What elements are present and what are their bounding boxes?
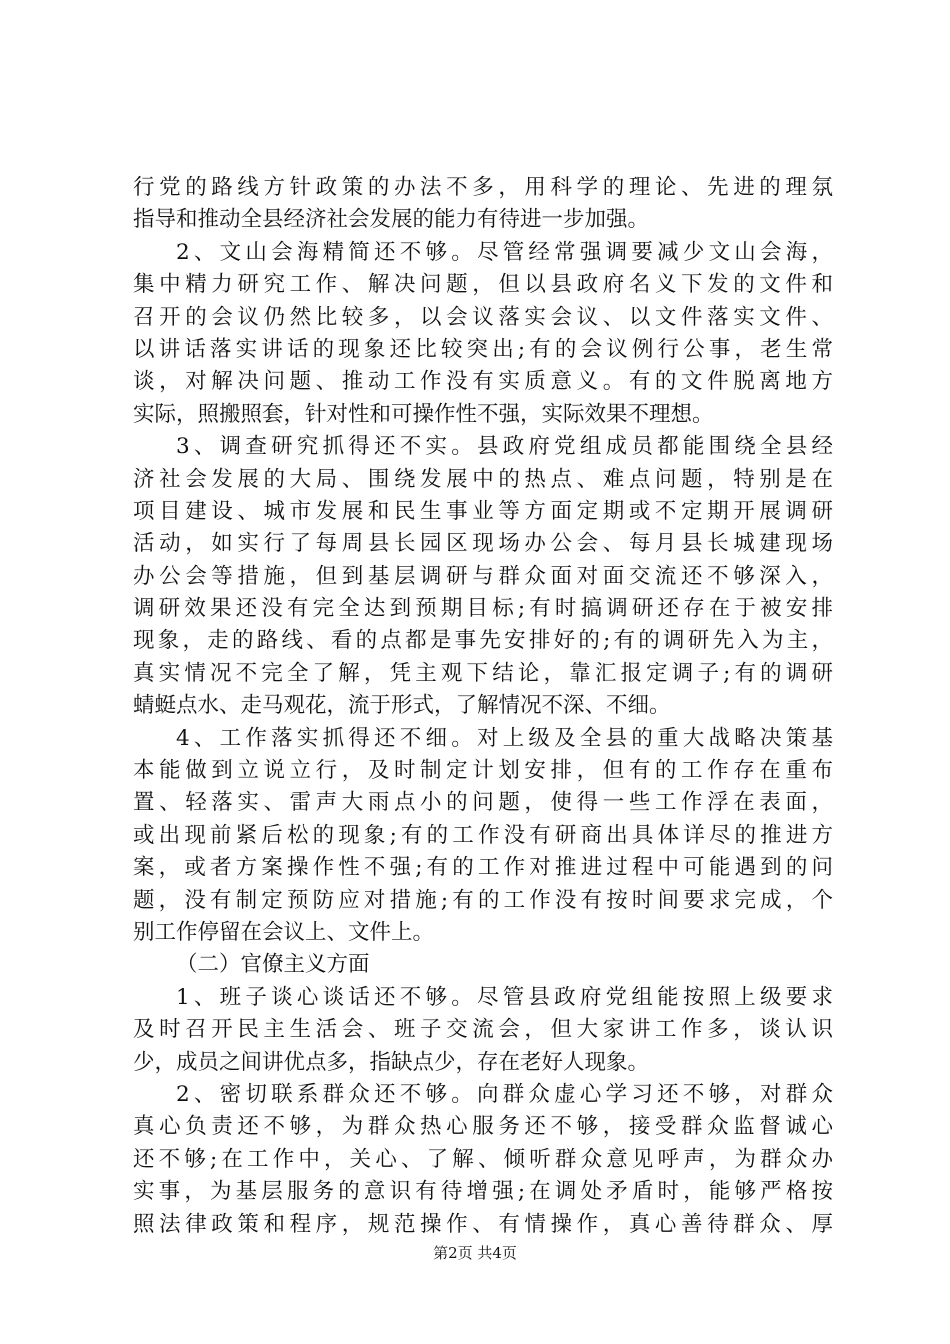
text-line: 指导和推动全县经济社会发展的能力有待进一步加强。 (133, 207, 650, 233)
text-line: 调研效果还没有完全达到预期目标;有时搞调研还存在于被安排 (133, 596, 833, 622)
text-line: 题，没有制定预防应对措施;有的工作没有按时间要求完成，个 (133, 887, 833, 913)
text-line: 办公会等措施，但到基层调研与群众面对面交流还不够深入， (133, 563, 833, 589)
text-line: 1、班子谈心谈话还不够。尽管县政府党组能按照上级要求 (176, 984, 833, 1010)
text-line: 置、轻落实、雷声大雨点小的问题，使得一些工作浮在表面， (133, 790, 833, 816)
text-line: 2、文山会海精简还不够。尽管经常强调要减少文山会海， (176, 239, 833, 265)
text-line: 及时召开民主生活会、班子交流会，但大家讲工作多，谈认识 (133, 1017, 833, 1043)
text-line: 蜻蜓点水、走马观花，流于形式，了解情况不深、不细。 (133, 693, 671, 719)
text-line: 案，或者方案操作性不强;有的工作对推进过程中可能遇到的问 (133, 855, 833, 881)
document-body (133, 172, 833, 1241)
text-line: 活动，如实行了每周县长园区现场办公会、每月县长城建现场 (133, 531, 833, 557)
text-line: 本能做到立说立行，及时制定计划安排，但有的工作存在重布 (133, 758, 833, 784)
text-line: 照法律政策和程序，规范操作、有情操作，真心善待群众、厚 (133, 1211, 833, 1237)
text-line: 别工作停留在会议上、文件上。 (133, 919, 435, 945)
text-line: （二）官僚主义方面 (176, 952, 370, 978)
text-line: 还不够;在工作中，关心、了解、倾听群众意见呼声，为群众办 (133, 1146, 833, 1172)
text-line: 2、密切联系群众还不够。向群众虚心学习还不够，对群众 (176, 1081, 833, 1107)
text-line: 行党的路线方针政策的办法不多，用科学的理论、先进的理氛 (133, 175, 833, 200)
text-line: 实事，为基层服务的意识有待增强;在调处矛盾时，能够严格按 (133, 1179, 833, 1205)
text-line: 真心负责还不够，为群众热心服务还不够，接受群众监督诚心 (133, 1114, 833, 1140)
text-line: 真实情况不完全了解，凭主观下结论，靠汇报定调子;有的调研 (133, 660, 833, 686)
text-line: 或出现前紧后松的现象;有的工作没有研商出具体详尽的推进方 (133, 822, 833, 848)
text-line: 3、调查研究抓得还不实。县政府党组成员都能围绕全县经 (176, 434, 833, 460)
text-line: 谈，对解决问题、推动工作没有实质意义。有的文件脱离地方 (133, 369, 833, 395)
text-line: 项目建设、城市发展和民生事业等方面定期或不定期开展调研 (133, 498, 833, 524)
page-footer: 第2页 共4页 (433, 1244, 517, 1262)
text-line: 少，成员之间讲优点多，指缺点少，存在老好人现象。 (133, 1049, 650, 1075)
text-line: 召开的会议仍然比较多，以会议落实会议、以文件落实文件、 (133, 304, 833, 330)
text-line: 济社会发展的大局、围绕发展中的热点、难点问题，特别是在 (133, 466, 833, 492)
text-line: 现象，走的路线、看的点都是事先安排好的;有的调研先入为主， (133, 628, 833, 654)
text-line: 4、工作落实抓得还不细。对上级及全县的重大战略决策基 (176, 725, 833, 751)
text-line: 实际，照搬照套，针对性和可操作性不强，实际效果不理想。 (133, 401, 714, 427)
text-line: 集中精力研究工作、解决问题，但以县政府名义下发的文件和 (133, 272, 833, 298)
text-line: 以讲话落实讲话的现象还比较突出;有的会议例行公事，老生常 (133, 336, 833, 362)
